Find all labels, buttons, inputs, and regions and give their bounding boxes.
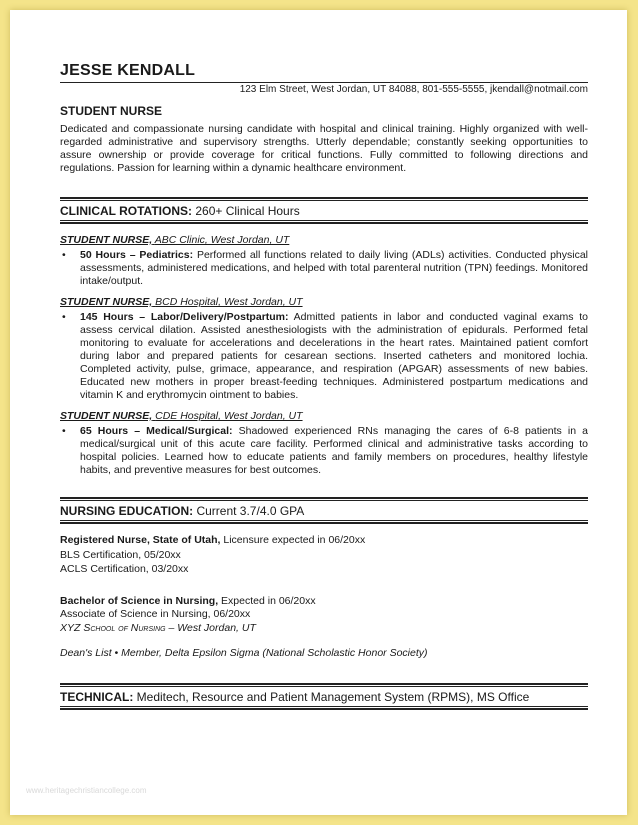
job-text: Shadowed experienced RNs managing the cares of 6-8 patients in a medical/surgical unit of this acute care facility. Performed clinical and administrative tasks according to hospital policies. Learned how to educate patients and family members on procedures, healthy lifestyle habits, and preventive measures for best outcomes. <box>80 425 589 476</box>
contact-line: 123 Elm Street, West Jordan, UT 84088, 801-555-5555, jkendall@notmail.com <box>239 84 588 95</box>
job-bullet <box>60 425 588 477</box>
job-role: STUDENT NURSE, <box>60 234 153 246</box>
school-location: – West Jordan, UT <box>168 621 256 634</box>
bsn-degree <box>60 595 588 609</box>
honors-line: Dean's List • Member, Delta Epsilon Sigma (National Scholastic Honor Society) <box>60 647 428 659</box>
education-heading <box>60 501 588 520</box>
bullet-icon: • <box>62 425 66 437</box>
job-place: BCD Hospital, West Jordan, UT <box>155 296 303 308</box>
header-divider <box>60 82 588 83</box>
school-abbr: XYZ <box>60 621 81 634</box>
job-bullet <box>60 249 588 288</box>
job-text: Admitted patients in labor and conducted vaginal exams to assess cervical dilation. Assisted anesthesiologists with the administration of epidurals. Performed fetal monitoring to evaluate for accelerations and decelerations in the heart rates. Maintained patient comfort during labor and prepared patients for cesarean sections. Inserted catheters and monitored lochia. Completed activity, pulse, grimace, appearance, and respiration (APGAR) assessments of new babies. Educated new mothers in proper breast-feeding techniques. Administered postpartum medications and vitamin K and erythromycin ointment to babies. <box>80 311 588 401</box>
bls-certification: BLS Certification, 05/20xx <box>60 548 181 561</box>
clinical-section <box>60 197 588 477</box>
watermark: www.heritagechristiancollege.com <box>26 786 147 795</box>
section-rule-bottom <box>60 520 588 524</box>
job-place: CDE Hospital, West Jordan, UT <box>155 410 303 422</box>
bullet-icon: • <box>62 311 66 323</box>
education-heading-label: NURSING EDUCATION: <box>60 504 194 518</box>
job-description <box>80 311 588 402</box>
technical-skills: Meditech, Resource and Patient Management System (RPMS), MS Office <box>136 689 530 704</box>
clinical-heading <box>60 201 588 220</box>
acls-certification: ACLS Certification, 03/20xx <box>60 563 189 575</box>
technical-heading-label: TECHNICAL: <box>60 689 134 704</box>
technical-section <box>60 683 588 710</box>
resume-content <box>60 62 588 710</box>
job-lead: 50 Hours – Pediatrics: <box>80 249 194 261</box>
job-description <box>80 249 588 288</box>
licensure-block <box>60 533 588 577</box>
job-lead: 145 Hours – Labor/Delivery/Postpartum: <box>80 311 289 323</box>
bsn-degree-status: Expected in 06/20xx <box>221 594 316 607</box>
technical-heading <box>60 687 588 706</box>
school-name <box>60 622 588 636</box>
rn-license-status: Licensure expected in 06/20xx <box>223 534 366 546</box>
job-text: Performed all functions related to daily living (ADLs) activities. Conducted physical assessments, administered medications, and helped with total parenteral nutrition (TPN) feedings. Monitored intake/output. <box>80 249 588 287</box>
education-section <box>60 497 588 661</box>
education-gpa: Current 3.7/4.0 GPA <box>196 504 305 518</box>
clinical-heading-label: CLINICAL ROTATIONS: <box>60 204 192 218</box>
profile-title: STUDENT NURSE <box>60 104 163 118</box>
job-role: STUDENT NURSE, <box>60 410 153 422</box>
rn-license <box>60 533 588 548</box>
bsn-degree-title: Bachelor of Science in Nursing, <box>60 594 219 607</box>
candidate-name: JESSE KENDALL <box>60 62 196 79</box>
job-lead: 65 Hours – Medical/Surgical: <box>80 425 233 437</box>
asn-degree: Associate of Science in Nursing, 06/20xx <box>60 608 251 620</box>
section-rule-bottom <box>60 220 588 224</box>
job-description <box>80 425 588 477</box>
job-place: ABC Clinic, West Jordan, UT <box>154 234 290 246</box>
bullet-icon: • <box>62 249 66 261</box>
job-title <box>60 410 588 422</box>
degree-block <box>60 595 588 661</box>
school-type: School of Nursing <box>83 621 166 634</box>
resume-page <box>10 10 627 815</box>
job-title <box>60 234 588 246</box>
job-title <box>60 296 588 308</box>
job-role: STUDENT NURSE, <box>60 296 153 308</box>
section-rule-bottom <box>60 706 588 710</box>
profile-summary: Dedicated and compassionate nursing candidate with hospital and clinical training. Highly organized with well-regarded administrative and supervisory strengths. Utterly dependable; constantly seeking opportunities to assure ownership or provide coverage for critical functions. Fully committed to following directions and regulations. Passion for learning within a dynamic healthcare environment. <box>60 123 588 174</box>
clinical-hours: 260+ Clinical Hours <box>195 204 300 218</box>
job-bullet <box>60 311 588 402</box>
rn-license-title: Registered Nurse, State of Utah, <box>60 534 221 546</box>
